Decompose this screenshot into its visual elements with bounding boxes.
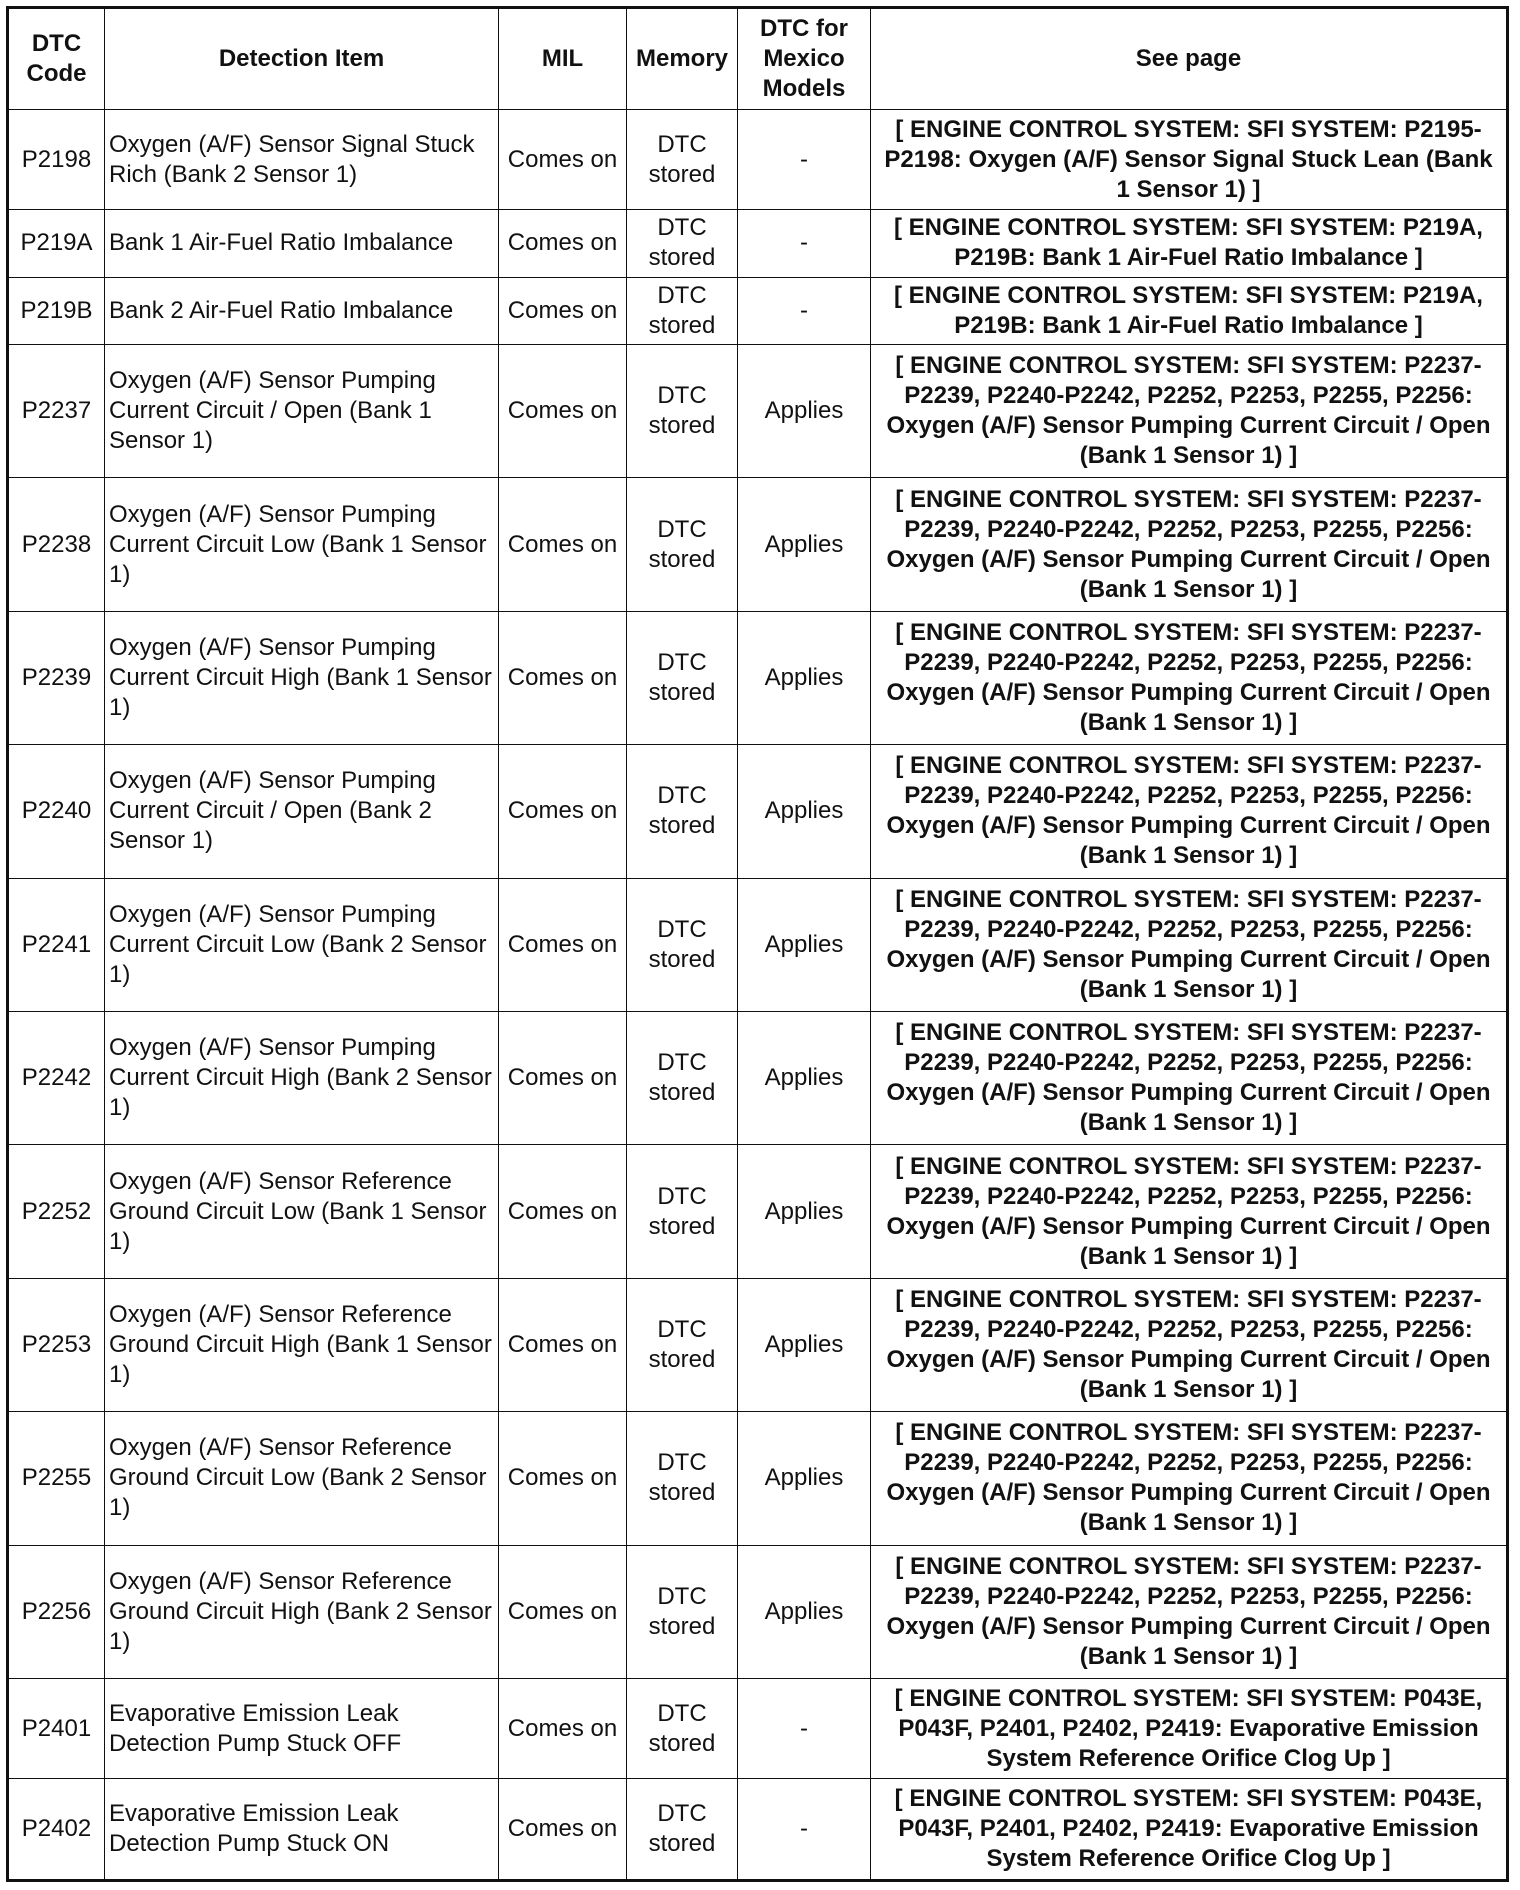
memory-cell: DTC stored bbox=[627, 745, 738, 878]
mexico-applies-cell: Applies bbox=[738, 478, 871, 611]
mexico-applies-cell: Applies bbox=[738, 1278, 871, 1411]
see-page-link[interactable]: [ ENGINE CONTROL SYSTEM: SFI SYSTEM: P219A, P219B: Bank 1 Air-Fuel Ratio Imbalance ] bbox=[871, 277, 1508, 344]
detection-item-cell: Oxygen (A/F) Sensor Reference Ground Circuit High (Bank 1 Sensor 1) bbox=[105, 1278, 499, 1411]
see-page-link[interactable]: [ ENGINE CONTROL SYSTEM: SFI SYSTEM: P2237-P2239, P2240-P2242, P2252, P2253, P2255, P2256: Oxygen (A/F) Sensor Pumping Current Circuit / Open (Bank 1 Sensor 1) ] bbox=[871, 878, 1508, 1011]
table-header bbox=[8, 8, 1508, 110]
see-page-link[interactable]: [ ENGINE CONTROL SYSTEM: SFI SYSTEM: P2237-P2239, P2240-P2242, P2252, P2253, P2255, P2256: Oxygen (A/F) Sensor Pumping Current Circuit / Open (Bank 1 Sensor 1) ] bbox=[871, 1278, 1508, 1411]
mil-cell: Comes on bbox=[499, 210, 627, 277]
dtc-code-cell: P2240 bbox=[8, 745, 105, 878]
mil-cell: Comes on bbox=[499, 1278, 627, 1411]
memory-cell: DTC stored bbox=[627, 1412, 738, 1545]
dtc-code-cell: P2255 bbox=[8, 1412, 105, 1545]
memory-cell: DTC stored bbox=[627, 478, 738, 611]
see-page-link[interactable]: [ ENGINE CONTROL SYSTEM: SFI SYSTEM: P043E, P043F, P2401, P2402, P2419: Evaporative Emission System Reference Orifice Clog Up ] bbox=[871, 1779, 1508, 1881]
header-row bbox=[8, 8, 1508, 110]
mil-cell: Comes on bbox=[499, 878, 627, 1011]
memory-cell: DTC stored bbox=[627, 110, 738, 210]
mil-cell: Comes on bbox=[499, 1679, 627, 1779]
dtc-table bbox=[6, 6, 1509, 1882]
memory-cell: DTC stored bbox=[627, 1545, 738, 1678]
detection-item-cell: Oxygen (A/F) Sensor Signal Stuck Rich (Bank 2 Sensor 1) bbox=[105, 110, 499, 210]
see-page-link[interactable]: [ ENGINE CONTROL SYSTEM: SFI SYSTEM: P2237-P2239, P2240-P2242, P2252, P2253, P2255, P2256: Oxygen (A/F) Sensor Pumping Current Circuit / Open (Bank 1 Sensor 1) ] bbox=[871, 344, 1508, 477]
detection-item-cell: Oxygen (A/F) Sensor Reference Ground Circuit Low (Bank 1 Sensor 1) bbox=[105, 1145, 499, 1278]
mexico-applies-cell: Applies bbox=[738, 1011, 871, 1144]
mexico-applies-cell: Applies bbox=[738, 1145, 871, 1278]
see-page-link[interactable]: [ ENGINE CONTROL SYSTEM: SFI SYSTEM: P2237-P2239, P2240-P2242, P2252, P2253, P2255, P2256: Oxygen (A/F) Sensor Pumping Current Circuit / Open (Bank 1 Sensor 1) ] bbox=[871, 478, 1508, 611]
see-page-link[interactable]: [ ENGINE CONTROL SYSTEM: SFI SYSTEM: P2237-P2239, P2240-P2242, P2252, P2253, P2255, P2256: Oxygen (A/F) Sensor Pumping Current Circuit / Open (Bank 1 Sensor 1) ] bbox=[871, 611, 1508, 744]
table-body bbox=[8, 110, 1508, 1881]
dtc-code-cell: P2402 bbox=[8, 1779, 105, 1881]
detection-item-cell: Bank 1 Air-Fuel Ratio Imbalance bbox=[105, 210, 499, 277]
table-row bbox=[8, 1779, 1508, 1881]
memory-cell: DTC stored bbox=[627, 344, 738, 477]
dtc-code-cell: P2252 bbox=[8, 1145, 105, 1278]
table-row bbox=[8, 1679, 1508, 1779]
mexico-applies-cell: Applies bbox=[738, 611, 871, 744]
mexico-applies-cell: Applies bbox=[738, 878, 871, 1011]
dtc-code-cell: P2256 bbox=[8, 1545, 105, 1678]
memory-cell: DTC stored bbox=[627, 1278, 738, 1411]
mil-cell: Comes on bbox=[499, 745, 627, 878]
detection-item-cell: Bank 2 Air-Fuel Ratio Imbalance bbox=[105, 277, 499, 344]
mexico-applies-cell: Applies bbox=[738, 745, 871, 878]
detection-item-cell: Oxygen (A/F) Sensor Pumping Current Circuit / Open (Bank 2 Sensor 1) bbox=[105, 745, 499, 878]
detection-item-cell: Evaporative Emission Leak Detection Pump Stuck OFF bbox=[105, 1679, 499, 1779]
mil-cell: Comes on bbox=[499, 1545, 627, 1678]
memory-cell: DTC stored bbox=[627, 1145, 738, 1278]
table-row bbox=[8, 1278, 1508, 1411]
mexico-applies-cell: - bbox=[738, 1779, 871, 1881]
dtc-code-cell: P2401 bbox=[8, 1679, 105, 1779]
header-mil: MIL bbox=[499, 8, 627, 110]
see-page-link[interactable]: [ ENGINE CONTROL SYSTEM: SFI SYSTEM: P2237-P2239, P2240-P2242, P2252, P2253, P2255, P2256: Oxygen (A/F) Sensor Pumping Current Circuit / Open (Bank 1 Sensor 1) ] bbox=[871, 1011, 1508, 1144]
see-page-link[interactable]: [ ENGINE CONTROL SYSTEM: SFI SYSTEM: P2237-P2239, P2240-P2242, P2252, P2253, P2255, P2256: Oxygen (A/F) Sensor Pumping Current Circuit / Open (Bank 1 Sensor 1) ] bbox=[871, 1545, 1508, 1678]
detection-item-cell: Oxygen (A/F) Sensor Pumping Current Circuit High (Bank 1 Sensor 1) bbox=[105, 611, 499, 744]
dtc-code-cell: P2198 bbox=[8, 110, 105, 210]
mexico-applies-cell: - bbox=[738, 1679, 871, 1779]
dtc-code-cell: P2239 bbox=[8, 611, 105, 744]
dtc-code-cell: P219A bbox=[8, 210, 105, 277]
dtc-code-cell: P2238 bbox=[8, 478, 105, 611]
table-row bbox=[8, 277, 1508, 344]
table-row bbox=[8, 745, 1508, 878]
table-row bbox=[8, 1545, 1508, 1678]
mil-cell: Comes on bbox=[499, 344, 627, 477]
header-see-page: See page bbox=[871, 8, 1508, 110]
table-row bbox=[8, 344, 1508, 477]
mil-cell: Comes on bbox=[499, 611, 627, 744]
mexico-applies-cell: - bbox=[738, 210, 871, 277]
table-row bbox=[8, 1412, 1508, 1545]
memory-cell: DTC stored bbox=[627, 878, 738, 1011]
table-row bbox=[8, 1145, 1508, 1278]
see-page-link[interactable]: [ ENGINE CONTROL SYSTEM: SFI SYSTEM: P043E, P043F, P2401, P2402, P2419: Evaporative Emission System Reference Orifice Clog Up ] bbox=[871, 1679, 1508, 1779]
detection-item-cell: Oxygen (A/F) Sensor Reference Ground Circuit Low (Bank 2 Sensor 1) bbox=[105, 1412, 499, 1545]
see-page-link[interactable]: [ ENGINE CONTROL SYSTEM: SFI SYSTEM: P2195-P2198: Oxygen (A/F) Sensor Signal Stuck Lean (Bank 1 Sensor 1) ] bbox=[871, 110, 1508, 210]
memory-cell: DTC stored bbox=[627, 1779, 738, 1881]
memory-cell: DTC stored bbox=[627, 1679, 738, 1779]
dtc-code-cell: P219B bbox=[8, 277, 105, 344]
mexico-applies-cell: Applies bbox=[738, 1545, 871, 1678]
dtc-code-cell: P2253 bbox=[8, 1278, 105, 1411]
detection-item-cell: Oxygen (A/F) Sensor Pumping Current Circuit Low (Bank 2 Sensor 1) bbox=[105, 878, 499, 1011]
memory-cell: DTC stored bbox=[627, 1011, 738, 1144]
see-page-link[interactable]: [ ENGINE CONTROL SYSTEM: SFI SYSTEM: P219A, P219B: Bank 1 Air-Fuel Ratio Imbalance ] bbox=[871, 210, 1508, 277]
dtc-code-cell: P2237 bbox=[8, 344, 105, 477]
detection-item-cell: Oxygen (A/F) Sensor Pumping Current Circuit High (Bank 2 Sensor 1) bbox=[105, 1011, 499, 1144]
table-row bbox=[8, 210, 1508, 277]
detection-item-cell: Oxygen (A/F) Sensor Reference Ground Circuit High (Bank 2 Sensor 1) bbox=[105, 1545, 499, 1678]
dtc-code-cell: P2241 bbox=[8, 878, 105, 1011]
mil-cell: Comes on bbox=[499, 110, 627, 210]
detection-item-cell: Evaporative Emission Leak Detection Pump Stuck ON bbox=[105, 1779, 499, 1881]
table-row bbox=[8, 878, 1508, 1011]
mil-cell: Comes on bbox=[499, 1011, 627, 1144]
dtc-code-cell: P2242 bbox=[8, 1011, 105, 1144]
see-page-link[interactable]: [ ENGINE CONTROL SYSTEM: SFI SYSTEM: P2237-P2239, P2240-P2242, P2252, P2253, P2255, P2256: Oxygen (A/F) Sensor Pumping Current Circuit / Open (Bank 1 Sensor 1) ] bbox=[871, 745, 1508, 878]
header-memory: Memory bbox=[627, 8, 738, 110]
table-row bbox=[8, 478, 1508, 611]
see-page-link[interactable]: [ ENGINE CONTROL SYSTEM: SFI SYSTEM: P2237-P2239, P2240-P2242, P2252, P2253, P2255, P2256: Oxygen (A/F) Sensor Pumping Current Circuit / Open (Bank 1 Sensor 1) ] bbox=[871, 1145, 1508, 1278]
table-row bbox=[8, 1011, 1508, 1144]
see-page-link[interactable]: [ ENGINE CONTROL SYSTEM: SFI SYSTEM: P2237-P2239, P2240-P2242, P2252, P2253, P2255, P2256: Oxygen (A/F) Sensor Pumping Current Circuit / Open (Bank 1 Sensor 1) ] bbox=[871, 1412, 1508, 1545]
mexico-applies-cell: Applies bbox=[738, 344, 871, 477]
memory-cell: DTC stored bbox=[627, 277, 738, 344]
mil-cell: Comes on bbox=[499, 1779, 627, 1881]
mil-cell: Comes on bbox=[499, 1412, 627, 1545]
mexico-applies-cell: - bbox=[738, 277, 871, 344]
table-row bbox=[8, 611, 1508, 744]
mexico-applies-cell: Applies bbox=[738, 1412, 871, 1545]
table-row bbox=[8, 110, 1508, 210]
mil-cell: Comes on bbox=[499, 478, 627, 611]
memory-cell: DTC stored bbox=[627, 611, 738, 744]
mexico-applies-cell: - bbox=[738, 110, 871, 210]
memory-cell: DTC stored bbox=[627, 210, 738, 277]
header-detection-item: Detection Item bbox=[105, 8, 499, 110]
detection-item-cell: Oxygen (A/F) Sensor Pumping Current Circuit Low (Bank 1 Sensor 1) bbox=[105, 478, 499, 611]
detection-item-cell: Oxygen (A/F) Sensor Pumping Current Circuit / Open (Bank 1 Sensor 1) bbox=[105, 344, 499, 477]
header-dtc-code: DTC Code bbox=[8, 8, 105, 110]
mil-cell: Comes on bbox=[499, 1145, 627, 1278]
header-dtc-for-mexico: DTC for Mexico Models bbox=[738, 8, 871, 110]
mil-cell: Comes on bbox=[499, 277, 627, 344]
